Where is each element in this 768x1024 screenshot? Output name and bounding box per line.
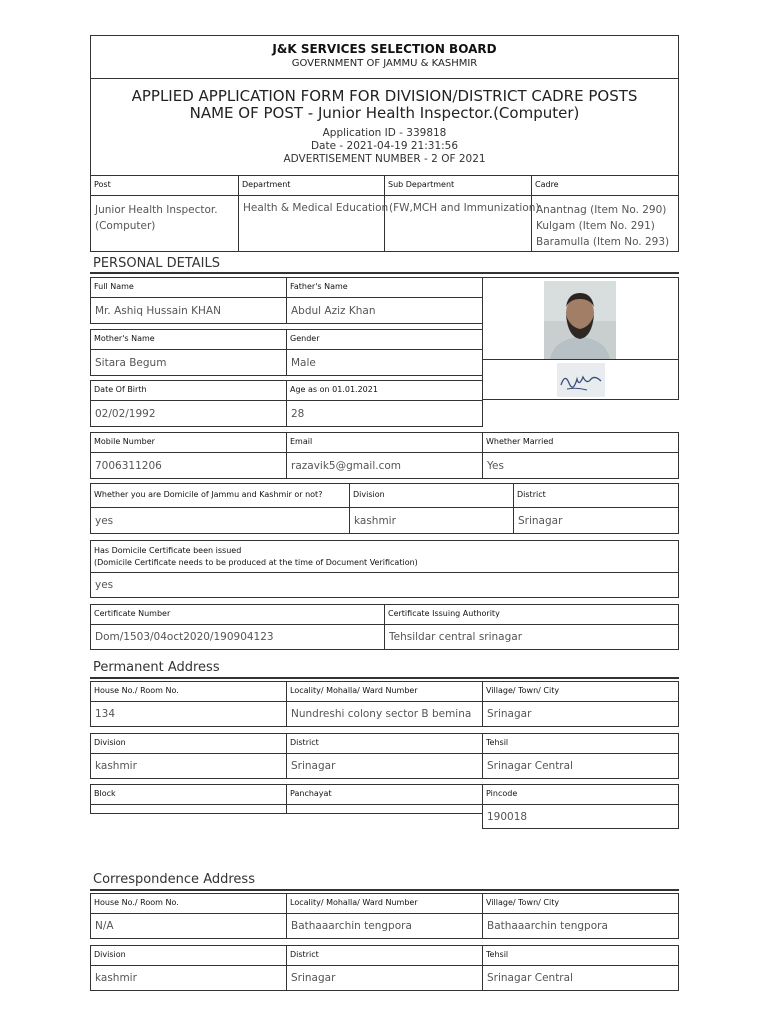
perm-block-value [91, 805, 287, 813]
domicile-division-label: Division [350, 484, 514, 508]
corr-district-label: District [287, 946, 483, 966]
perm-division-label: Division [91, 734, 287, 754]
perm-locality-label: Locality/ Mohalla/ Ward Number [287, 682, 483, 702]
email-value: razavik5@gmail.com [287, 453, 483, 478]
perm-block-label: Block [91, 785, 287, 805]
domicile-district-value: Srinagar [518, 514, 563, 527]
perm-village-value: Srinagar [487, 708, 532, 720]
perm-division-value: kashmir [91, 754, 287, 778]
perm-house-label: House No./ Room No. [91, 682, 287, 702]
post-name-title: NAME OF POST - Junior Health Inspector.(Computer) [189, 104, 580, 122]
domicile-label: Whether you are Domicile of Jammu and Kashmir or not? [91, 484, 350, 508]
post-header: Post [91, 176, 239, 196]
certificate-authority-value: Tehsildar central srinagar [389, 631, 523, 643]
applicant-signature [557, 363, 605, 397]
domicile-value: yes [91, 508, 350, 533]
cadre-item: Anantnag (Item No. 290) [536, 204, 667, 216]
sub-department-value: (FW,MCH and Immunization) [385, 196, 532, 251]
perm-pincode-label: Pincode [483, 785, 678, 805]
form-title: APPLIED APPLICATION FORM FOR DIVISION/DISTRICT CADRE POSTS [131, 87, 638, 105]
certificate-question [91, 541, 678, 573]
domicile-certificate-row [90, 540, 679, 598]
age-label: Age as on 01.01.2021 [287, 381, 482, 401]
board-name: J&K SERVICES SELECTION BOARD [272, 42, 497, 56]
full-name-label: Full Name [91, 278, 287, 298]
perm-tehsil-label: Tehsil [483, 734, 678, 754]
permanent-address-title: Permanent Address [93, 660, 220, 675]
perm-tehsil-value: Srinagar Central [487, 760, 573, 772]
certificate-question-value: yes [95, 579, 114, 591]
full-name-value: Mr. Ashiq Hussain KHAN [91, 298, 287, 323]
corr-house-label: House No./ Room No. [91, 894, 287, 914]
corr-house-value: N/A [91, 914, 287, 938]
cadre-header: Cadre [532, 176, 678, 196]
corr-district-value: Srinagar [287, 966, 483, 990]
perm-village-label: Village/ Town/ City [483, 682, 678, 702]
correspondence-address-row1 [90, 893, 679, 939]
application-id: Application ID - 339818 [322, 127, 447, 139]
mother-name-label: Mother's Name [91, 330, 287, 350]
section-divider [90, 677, 679, 679]
mobile-value: 7006311206 [91, 453, 287, 478]
perm-pincode [482, 784, 679, 829]
dob-age-row [90, 380, 483, 427]
signature-cell [483, 360, 678, 399]
age-value: 28 [291, 407, 305, 420]
perm-district-label: District [287, 734, 483, 754]
corr-locality-value: Bathaaarchin tengpora [287, 914, 483, 938]
application-date: Date - 2021-04-19 21:31:56 [310, 140, 459, 152]
married-label: Whether Married [483, 433, 678, 453]
domicile-district-label: District [514, 484, 678, 508]
gender-value: Male [291, 356, 316, 369]
email-label: Email [287, 433, 483, 453]
personal-details-title: PERSONAL DETAILS [93, 256, 220, 271]
applicant-photo [544, 281, 616, 359]
perm-house-value: 134 [91, 702, 287, 726]
photo-signature-box [482, 277, 679, 400]
form-header [90, 35, 679, 176]
perm-pincode-value: 190018 [487, 810, 528, 823]
perm-district-value: Srinagar [287, 754, 483, 778]
certificate-authority-label: Certificate Issuing Authority [385, 605, 678, 625]
dob-value: 02/02/1992 [91, 401, 287, 426]
sub-department-header: Sub Department [385, 176, 532, 196]
cadre-value-cell [532, 196, 678, 251]
domicile-row [90, 483, 679, 534]
married-value: Yes [487, 459, 504, 472]
permanent-address-row2 [90, 733, 679, 779]
board-header-band [91, 36, 678, 79]
certificate-question-line2: (Domicile Certificate needs to be produced at the time of Document Verification) [94, 558, 418, 567]
correspondence-address-row2 [90, 945, 679, 991]
advertisement-number: ADVERTISEMENT NUMBER - 2 OF 2021 [283, 153, 486, 165]
corr-tehsil-label: Tehsil [483, 946, 678, 966]
corr-division-label: Division [91, 946, 287, 966]
section-divider [90, 272, 679, 274]
contact-row [90, 432, 679, 479]
perm-panchayat-label: Panchayat [287, 785, 482, 805]
cadre-item: Kulgam (Item No. 291) [536, 220, 655, 232]
post-value-line2: (Computer) [95, 220, 156, 232]
cadre-item: Baramulla (Item No. 293) [536, 236, 670, 248]
mother-name-value: Sitara Begum [91, 350, 287, 375]
corr-village-value: Bathaaarchin tengpora [487, 920, 608, 932]
department-value: Health & Medical Education [239, 196, 385, 251]
post-table [90, 175, 679, 252]
corr-village-label: Village/ Town/ City [483, 894, 678, 914]
correspondence-address-title: Correspondence Address [93, 872, 255, 887]
name-row [90, 277, 483, 324]
dob-label: Date Of Birth [91, 381, 287, 401]
certificate-question-line1: Has Domicile Certificate been issued [94, 546, 242, 555]
post-value-cell [91, 196, 239, 251]
government-name: GOVERNMENT OF JAMMU & KASHMIR [291, 58, 478, 69]
certificate-number-row [90, 604, 679, 650]
certificate-number-label: Certificate Number [91, 605, 385, 625]
corr-tehsil-value: Srinagar Central [487, 972, 573, 984]
mother-gender-row [90, 329, 483, 376]
certificate-number-value: Dom/1503/04oct2020/190904123 [91, 625, 385, 649]
father-name-label: Father's Name [287, 278, 482, 298]
permanent-address-row1 [90, 681, 679, 727]
section-divider [90, 889, 679, 891]
mobile-label: Mobile Number [91, 433, 287, 453]
corr-locality-label: Locality/ Mohalla/ Ward Number [287, 894, 483, 914]
corr-division-value: kashmir [91, 966, 287, 990]
domicile-division-value: kashmir [350, 508, 514, 533]
father-name-value: Abdul Aziz Khan [291, 304, 376, 317]
gender-label: Gender [287, 330, 482, 350]
photo-cell [483, 278, 678, 360]
perm-block-panchayat [90, 784, 483, 814]
department-header: Department [239, 176, 385, 196]
post-value-line1: Junior Health Inspector. [95, 204, 218, 216]
perm-locality-value: Nundreshi colony sector B bemina [287, 702, 483, 726]
